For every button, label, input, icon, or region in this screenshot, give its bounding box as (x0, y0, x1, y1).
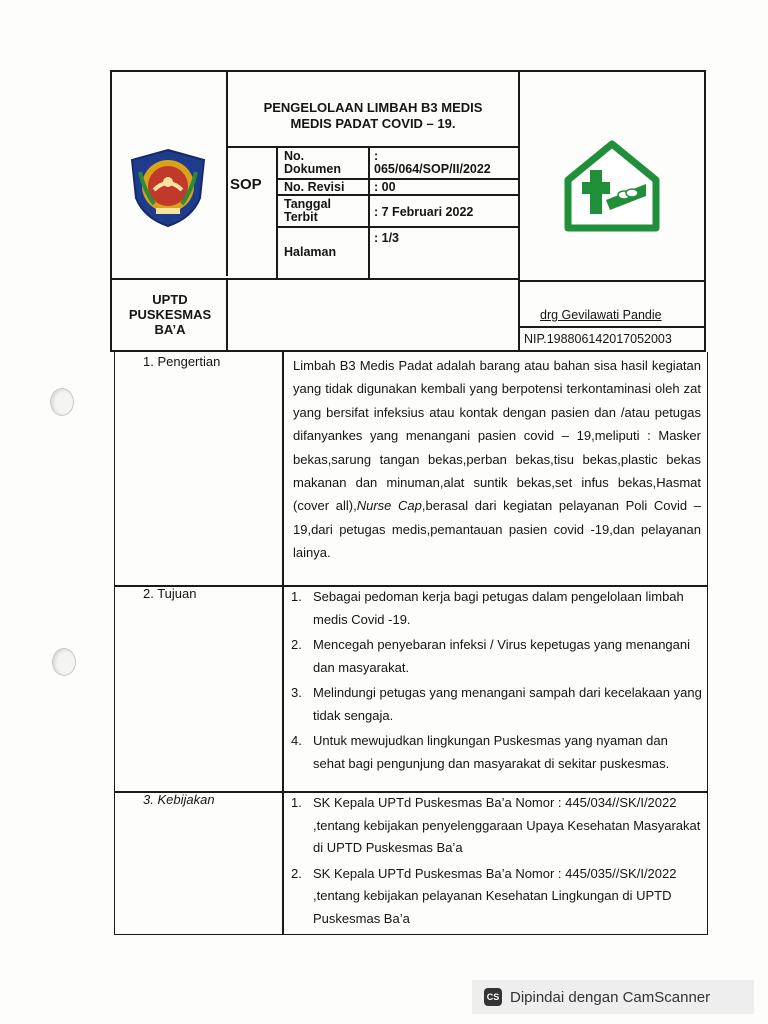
signatory-name: drg Gevilawati Pandie (540, 308, 662, 322)
list-item: 3. Melindungi petugas yang menangani sampah dari kecelakaan yang tidak sengaja. (291, 685, 702, 723)
tanggal-terbit-label: Tanggal Terbit (284, 197, 331, 224)
revisi-value: : 00 (374, 180, 396, 194)
halaman-value: : 1/3 (374, 231, 400, 245)
sop-header (110, 70, 706, 352)
signatory-nip: NIP.198806142017052003 (524, 332, 672, 346)
list-item: 1. Sebagai pedoman kerja bagi petugas dalam pengelolaan limbah medis Covid -19. (291, 589, 684, 627)
regency-emblem-logo (124, 146, 212, 230)
tanggal-terbit-value: : 7 Februari 2022 (374, 205, 474, 219)
camscanner-watermark (472, 980, 754, 1014)
pengertian-text: Limbah B3 Medis Padat adalah barang atau bahan sisa hasil kegiatan yang tidak digunakan kembali yang berpotensi terkontaminasi oleh zat yang bersifat infeksius atau kontak dengan pasien dan /atau petugas difanyankes yang menangani pasien covid – 19,meliputi : Masker bekas,sarung tangan bekas,perban bekas,tisu bekas,plastic bekas makanan dan minuman,alat suntik bekas,set infus bekas,Hasmat (cover all),Nurse Cap,berasal dari kegiatan pelayanan Poli Covid – 19,dari petugas medis,pemantauan pasien covid -19,dan pelayanan lainya. (293, 358, 702, 561)
binder-hole (50, 388, 74, 416)
sop-body-table (114, 352, 708, 935)
list-item: 2. SK Kepala UPTd Puskesmas Ba’a Nomor : 445/035//SK/I/2022 ,tentang kebijakan pelayanan Kesehatan Lingkungan di UPTD Puskesmas Ba’a (291, 865, 677, 926)
list-item: 4. Untuk mewujudkan lingkungan Puskesmas yang nyaman dan sehat bagi pengunjung dan masyarakat di sekitar puskesmas. (291, 733, 670, 771)
no-dokumen-value: : 065/064/SOP/II/2022 (374, 149, 491, 176)
halaman-label: Halaman (284, 245, 337, 259)
kebijakan-list (289, 792, 703, 933)
no-dokumen-label: No. Dokumen (284, 149, 341, 176)
organization-name: UPTD PUSKESMAS BA’A (128, 292, 212, 337)
sop-label: SOP (230, 176, 262, 193)
list-item: 1. SK Kepala UPTd Puskesmas Ba’a Nomor : 445/034//SK/I/2022 ,tentang kebijakan penyelenggaraan Upaya Kesehatan Masyarakat di UPTD Puskesmas Ba’a (291, 795, 701, 855)
binder-hole (52, 648, 76, 676)
revisi-label: No. Revisi (284, 180, 345, 194)
camscanner-text: Dipindai dengan CamScanner (510, 988, 711, 1006)
tujuan-list (289, 586, 703, 778)
section-label-tujuan: 2. Tujuan (143, 586, 197, 601)
document-title: PENGELOLAAN LIMBAH B3 MEDIS MEDIS PADAT COVID – 19. (263, 100, 483, 131)
section-label-pengertian: 1. Pengertian (143, 354, 221, 369)
camscanner-icon: CS (484, 988, 502, 1006)
list-item: 2. Mencegah penyebaran infeksi / Virus kepetugas yang menangani dan masyarakat. (291, 637, 691, 675)
health-ministry-logo (560, 140, 664, 232)
section-label-kebijakan: 3. Kebijakan (143, 792, 215, 807)
